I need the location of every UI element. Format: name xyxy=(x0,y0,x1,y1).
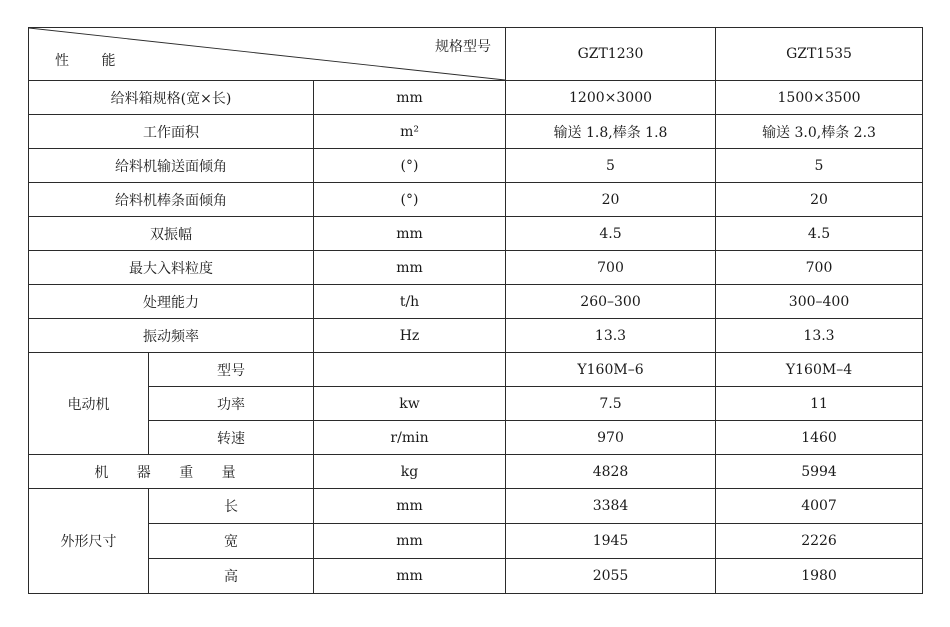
table-row xyxy=(29,81,923,115)
row-unit: kw xyxy=(314,387,506,421)
row-unit: t/h xyxy=(314,285,506,319)
value-model-2: 5994 xyxy=(716,455,923,489)
spec-table xyxy=(28,27,923,594)
table-row xyxy=(29,285,923,319)
row-label: 给料机棒条面倾角 xyxy=(29,183,314,217)
row-unit: mm xyxy=(314,489,506,524)
dimensions-group-label: 外形尺寸 xyxy=(29,489,149,594)
table-row xyxy=(29,524,923,559)
table-row xyxy=(29,251,923,285)
row-label: 工作面积 xyxy=(29,115,314,149)
value-model-1: 20 xyxy=(506,183,716,217)
row-label: 给料机输送面倾角 xyxy=(29,149,314,183)
table-row xyxy=(29,319,923,353)
model-header-2: GZT1535 xyxy=(716,28,923,81)
row-unit: m² xyxy=(314,115,506,149)
table-row xyxy=(29,421,923,455)
row-label: 型号 xyxy=(149,353,314,387)
value-model-2: 11 xyxy=(716,387,923,421)
row-label: 长 xyxy=(149,489,314,524)
value-model-1: 1945 xyxy=(506,524,716,559)
value-model-2: 5 xyxy=(716,149,923,183)
performance-label: 性 能 xyxy=(55,53,130,69)
row-label: 给料箱规格(宽×长) xyxy=(29,81,314,115)
table-row xyxy=(29,115,923,149)
row-unit xyxy=(314,353,506,387)
header-row xyxy=(29,28,923,81)
row-label: 最大入料粒度 xyxy=(29,251,314,285)
value-model-2: 2226 xyxy=(716,524,923,559)
table-row xyxy=(29,489,923,524)
row-unit: mm xyxy=(314,251,506,285)
value-model-2: 4007 xyxy=(716,489,923,524)
row-unit: mm xyxy=(314,81,506,115)
value-model-2: 700 xyxy=(716,251,923,285)
row-label: 高 xyxy=(149,559,314,594)
value-model-2: 20 xyxy=(716,183,923,217)
model-label: 规格型号 xyxy=(435,39,492,55)
table-row xyxy=(29,387,923,421)
value-model-2: 1460 xyxy=(716,421,923,455)
row-unit: r/min xyxy=(314,421,506,455)
row-unit: kg xyxy=(314,455,506,489)
value-model-1: 1200×3000 xyxy=(506,81,716,115)
value-model-2: 1980 xyxy=(716,559,923,594)
value-model-1: 3384 xyxy=(506,489,716,524)
motor-group-label: 电动机 xyxy=(29,353,149,455)
row-label: 功率 xyxy=(149,387,314,421)
row-label: 双振幅 xyxy=(29,217,314,251)
value-model-2: 4.5 xyxy=(716,217,923,251)
table-row xyxy=(29,217,923,251)
value-model-2: 1500×3500 xyxy=(716,81,923,115)
row-unit: (°) xyxy=(314,149,506,183)
row-label: 机 器 重 量 xyxy=(29,455,314,489)
value-model-2: 13.3 xyxy=(716,319,923,353)
row-label: 振动频率 xyxy=(29,319,314,353)
table-row xyxy=(29,559,923,594)
value-model-1: 4.5 xyxy=(506,217,716,251)
value-model-1: 260–300 xyxy=(506,285,716,319)
model-header-1: GZT1230 xyxy=(506,28,716,81)
value-model-1: 7.5 xyxy=(506,387,716,421)
value-model-2: 300–400 xyxy=(716,285,923,319)
value-model-1: 5 xyxy=(506,149,716,183)
row-unit: mm xyxy=(314,217,506,251)
value-model-1: 2055 xyxy=(506,559,716,594)
row-unit: mm xyxy=(314,559,506,594)
value-model-2: Y160M–4 xyxy=(716,353,923,387)
value-model-1: 13.3 xyxy=(506,319,716,353)
row-unit: (°) xyxy=(314,183,506,217)
value-model-1: 输送 1.8,棒条 1.8 xyxy=(506,115,716,149)
row-label: 处理能力 xyxy=(29,285,314,319)
table-row xyxy=(29,455,923,489)
table-row xyxy=(29,149,923,183)
table-row xyxy=(29,183,923,217)
value-model-2: 输送 3.0,棒条 2.3 xyxy=(716,115,923,149)
row-unit: mm xyxy=(314,524,506,559)
row-label: 转速 xyxy=(149,421,314,455)
value-model-1: 4828 xyxy=(506,455,716,489)
value-model-1: 700 xyxy=(506,251,716,285)
value-model-1: 970 xyxy=(506,421,716,455)
table-row xyxy=(29,353,923,387)
row-unit: Hz xyxy=(314,319,506,353)
row-label: 宽 xyxy=(149,524,314,559)
diagonal-header-cell xyxy=(29,28,506,81)
value-model-1: Y160M–6 xyxy=(506,353,716,387)
